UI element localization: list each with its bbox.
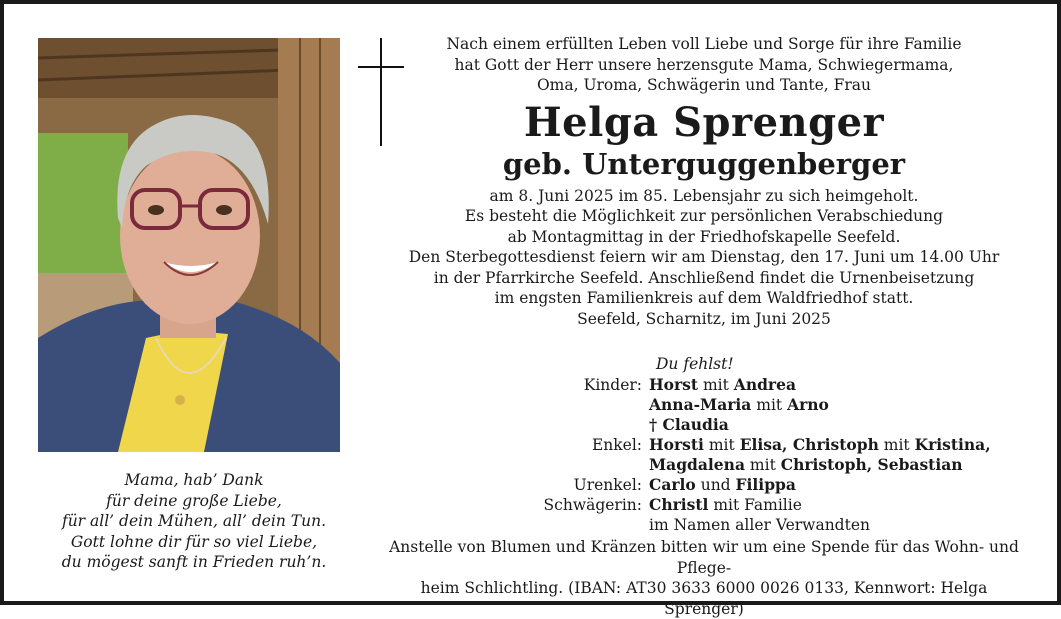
family-name: Christoph, Sebastian xyxy=(780,455,963,474)
relatives-line: im Namen aller Verwandten xyxy=(649,516,870,534)
announcement-text xyxy=(384,34,1024,329)
donation-line: heim Schlichtling. (IBAN: AT30 3633 6000 0026 0133, Kennwort: Helga Sprenger) xyxy=(420,579,988,618)
family-name: Anna-Maria xyxy=(649,395,752,414)
maiden-name: geb. Unterguggenberger xyxy=(502,146,906,181)
body-line: in der Pfarrkirche Seefeld. Anschließend findet die Urnenbeisetzung xyxy=(433,268,975,287)
body-line: am 8. Juni 2025 im 85. Lebensjahr zu sich heimgeholt. xyxy=(489,186,919,205)
connector: mit xyxy=(744,456,781,474)
poem-line: für deine große Liebe, xyxy=(106,491,282,510)
body-line: im engsten Familienkreis auf dem Waldfriedhof statt. xyxy=(494,289,914,307)
donation-note xyxy=(380,537,1028,619)
body-line: Es besteht die Möglichkeit zur persönlichen Verabschiedung xyxy=(464,207,944,225)
family-row xyxy=(384,435,1024,455)
poem-line: Gott lohne dir für so viel Liebe, xyxy=(70,532,318,551)
family-name: Andrea xyxy=(733,375,797,394)
poem-line: du mögest sanft in Frieden ruh’n. xyxy=(61,553,327,571)
family-name: Arno xyxy=(787,395,829,414)
intro-line: Nach einem erfüllten Leben voll Liebe und Sorge für ihre Familie xyxy=(446,35,962,53)
memorial-poem xyxy=(34,470,354,573)
connector: mit Familie xyxy=(708,496,802,514)
poem-line: für all’ dein Mühen, all’ dein Tun. xyxy=(61,512,327,530)
family-name: Carlo xyxy=(649,475,696,494)
family-name: Magdalena xyxy=(649,455,745,474)
family-name: Kristina, xyxy=(914,435,991,454)
family-row xyxy=(384,515,1024,535)
family-name: Elisa, Christoph xyxy=(739,435,879,454)
kinder-label: Kinder: xyxy=(583,376,642,394)
family-row xyxy=(384,495,1024,515)
family-name: Horsti xyxy=(649,435,704,454)
enkel-label: Enkel: xyxy=(591,436,642,454)
intro-line: Oma, Uroma, Schwägerin und Tante, Frau xyxy=(536,76,872,94)
family-name: Filippa xyxy=(735,475,796,494)
connector: mit xyxy=(703,436,740,454)
family-row xyxy=(384,395,1024,415)
family-row xyxy=(384,475,1024,495)
connector: mit xyxy=(698,376,734,394)
deceased-name: Helga Sprenger xyxy=(523,98,885,146)
place-date: Seefeld, Scharnitz, im Juni 2025 xyxy=(577,309,831,328)
donation-line: Anstelle von Blumen und Kränzen bitten wir um eine Spende für das Wohn- und Pflege- xyxy=(389,538,1019,577)
family-list xyxy=(384,375,1024,535)
connector: mit xyxy=(751,396,788,414)
missed-line: Du fehlst! xyxy=(656,355,734,373)
body-line: ab Montagmittag in der Friedhofskapelle Seefeld. xyxy=(507,227,901,246)
family-row xyxy=(384,415,1024,435)
intro-line: hat Gott der Herr unsere herzensgute Mama, Schwiegermama, xyxy=(454,55,954,74)
family-row xyxy=(384,375,1024,395)
family-name: Christl xyxy=(649,495,709,514)
body-line: Den Sterbegottesdienst feiern wir am Dienstag, den 17. Juni um 14.00 Uhr xyxy=(408,248,1000,266)
family-name: Horst xyxy=(649,375,699,394)
portrait-photo xyxy=(38,38,340,452)
schwaegerin-label: Schwägerin: xyxy=(543,496,642,514)
connector: und xyxy=(695,476,736,494)
family-row xyxy=(384,455,1024,475)
family-name: † Claudia xyxy=(649,415,729,434)
connector: mit xyxy=(878,436,915,454)
poem-line: Mama, hab’ Dank xyxy=(124,471,264,489)
urenkel-label: Urenkel: xyxy=(573,476,642,494)
